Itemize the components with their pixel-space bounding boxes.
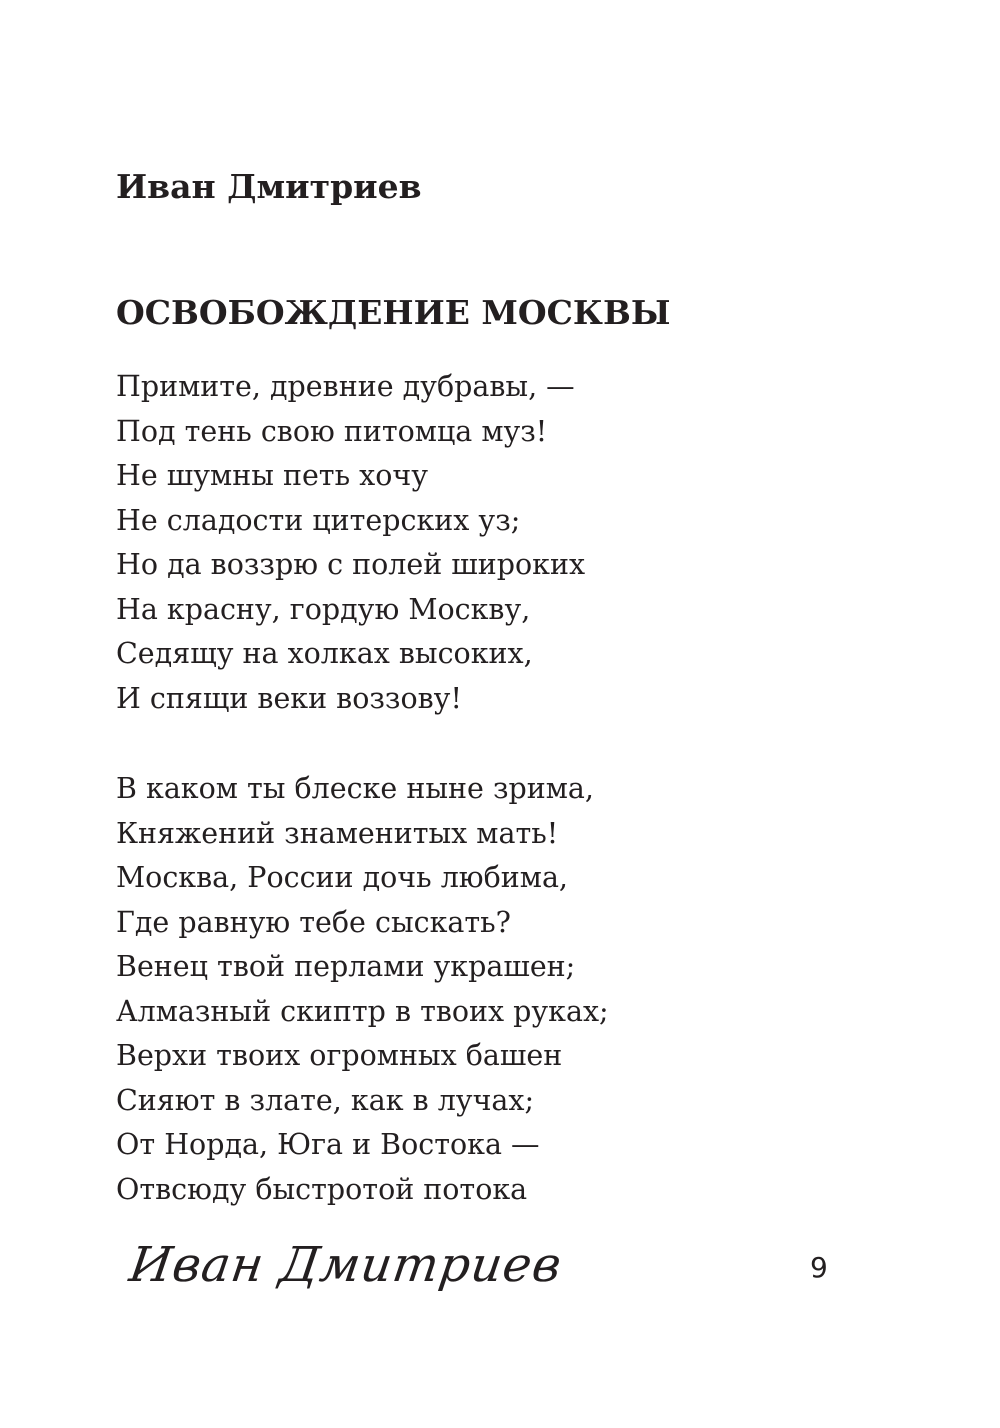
verse-line: Под тень свою питомца муз! (116, 414, 548, 448)
verse-line: Алмазный скиптр в твоих руках; (116, 994, 609, 1028)
poem-title: ОСВОБОЖДЕНИЕ МОСКВЫ (116, 293, 671, 332)
running-footer-signature: Иван Дмитриев (126, 1237, 566, 1293)
verse-line: Седящу на холках высоких, (116, 637, 533, 670)
verse-line: Отвсюду быстротой потока (116, 1172, 528, 1206)
verse-line: В каком ты блеске ныне зрима, (116, 772, 594, 805)
verse-line: От Норда, Юга и Востока — (116, 1128, 540, 1161)
verse-line: Но да воззрю с полей широких (116, 548, 586, 581)
verse-line: Москва, России дочь любима, (116, 861, 568, 894)
verse-line: Где равную тебе сыскать? (116, 905, 511, 939)
verse-line: Не сладости цитерских уз; (116, 503, 521, 537)
page-number: 9 (810, 1251, 828, 1284)
verse-line: На красну, гордую Москву, (116, 592, 531, 626)
stanza-1 (116, 365, 585, 721)
verse-line: И спящи веки воззову! (116, 681, 462, 715)
verse-line: Венец твой перлами украшен; (116, 950, 576, 983)
stanza-2 (116, 767, 609, 1212)
verse-line: Сияют в злате, как в лучах; (116, 1083, 535, 1117)
verse-line: Верхи твоих огромных башен (116, 1039, 563, 1072)
verse-line: Не шумны петь хочу (116, 459, 428, 492)
verse-line: Примите, древние дубравы, — (116, 370, 575, 403)
author-heading: Иван Дмитриев (116, 167, 422, 206)
verse-line: Княжений знаменитых мать! (116, 816, 559, 850)
